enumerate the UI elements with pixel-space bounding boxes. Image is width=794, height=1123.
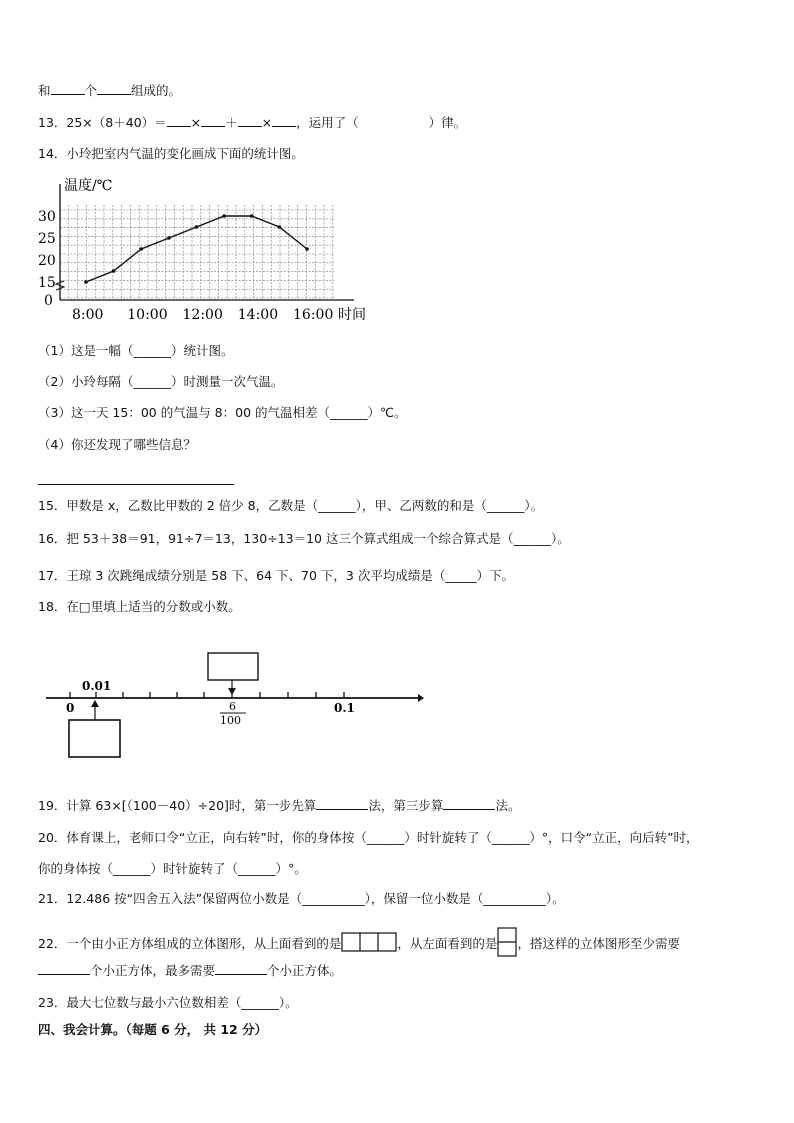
number-line-figure [40, 648, 430, 763]
temperature-point [167, 236, 171, 240]
q14-1: （1）这是一幅（______）统计图。 [38, 343, 234, 358]
temperature-point [305, 247, 309, 251]
q17: 17．王琼 3 次跳绳成绩分别是 58 下、64 下、70 下，3 次平均成绩是（_____）下。 [38, 568, 515, 583]
temperature-point [250, 214, 254, 218]
q16: 16．把 53＋38＝91，91÷7＝13，130÷13＝10 这三个算式组成一个综合算式是（______）。 [38, 531, 570, 546]
q14: 14．小玲把室内气温的变化画成下面的统计图。 [38, 146, 304, 161]
q22-line-1 [38, 927, 680, 962]
q19-suffix: 法。 [495, 798, 521, 813]
label-0: 0 [66, 701, 75, 715]
q19-blank-2[interactable] [443, 797, 495, 810]
q22-suffix: ，搭这样的立体图形至少需要 [517, 936, 680, 951]
label-0-01: 0.01 [82, 679, 112, 693]
q13-suffix: ）律。 [428, 115, 467, 130]
q22-mid: ，从左面看到的是 [397, 936, 498, 951]
q12-tail [38, 82, 181, 100]
q12-text-3: 组成的。 [131, 83, 182, 98]
q22-blank-2[interactable] [215, 962, 267, 975]
q13-mid: ，运用了（ [296, 115, 359, 130]
q13-blank-3[interactable] [238, 114, 262, 127]
q13-blank-4[interactable] [272, 114, 296, 127]
x-axis-label: 时间 [338, 307, 366, 323]
x-tick-label: 10:00 [127, 307, 168, 323]
q14-4-answer-line[interactable] [38, 484, 234, 485]
y-axis-label: 温度/℃ [64, 178, 113, 194]
q13-times-2: × [261, 115, 273, 130]
q13-blank-1[interactable] [167, 114, 191, 127]
y-tick-label: 15 [38, 275, 56, 291]
y-tick-label: 25 [38, 231, 56, 247]
q15: 15．甲数是 x，乙数比甲数的 2 倍少 8，乙数是（______），甲、乙两数的和是（______）。 [38, 498, 544, 513]
arrow-up-icon [91, 700, 99, 707]
q22-line-2 [38, 962, 342, 980]
q22-suffix-2: 个小正方体。 [267, 963, 343, 978]
q13-times-1: × [190, 115, 202, 130]
q23: 23．最大七位数与最小六位数相差（______）。 [38, 995, 298, 1010]
q19 [38, 797, 520, 815]
q18: 18．在□里填上适当的分数或小数。 [38, 599, 241, 614]
label-0-1: 0.1 [334, 701, 355, 715]
q13-plus: ＋ [225, 115, 238, 130]
q22-prefix: 22．一个由小正方体组成的立体图形，从上面看到的是 [38, 936, 342, 951]
q22-mid-2: 个小正方体，最多需要 [90, 963, 216, 978]
q13 [38, 114, 466, 132]
y-tick-label: 0 [44, 293, 53, 309]
temperature-point [222, 214, 226, 218]
q12-blank-1[interactable] [51, 82, 85, 95]
q19-mid: 法，第三步算 [368, 798, 444, 813]
q19-prefix: 19．计算 63×[（100－40）÷20]时，第一步先算 [38, 798, 317, 813]
label-frac-numerator: 6 [229, 700, 236, 713]
q20-line-1: 20．体育课上，老师口令“立正，向右转”时，你的身体按（______）时针旋转了（______）°，口令“立正，向后转”时， [38, 830, 699, 845]
x-tick-label: 8:00 [72, 307, 104, 323]
y-tick-label: 30 [38, 209, 56, 225]
q21: 21．12.486 按“四舍五入法”保留两位小数是（__________），保留一位小数是（__________）。 [38, 891, 565, 906]
x-tick-label: 14:00 [237, 307, 279, 323]
q13-blank-2[interactable] [201, 114, 225, 127]
x-tick-label: 16:00 [293, 307, 334, 323]
axis-break-icon [56, 281, 64, 290]
q14-2: （2）小玲每隔（______）时测量一次气温。 [38, 374, 284, 389]
label-frac-denominator: 100 [220, 714, 241, 727]
temperature-line-chart [38, 172, 378, 327]
q14-4: （4）你还发现了哪些信息？ [38, 437, 196, 452]
q19-blank-1[interactable] [316, 797, 368, 810]
top-view-squares-icon [341, 932, 397, 957]
axis-arrow-icon [418, 694, 424, 702]
answer-box-bottom[interactable] [69, 720, 120, 757]
temperature-point [84, 280, 88, 284]
q20-line-2: 你的身体按（______）时针旋转了（______）°。 [38, 861, 307, 876]
q13-prefix: 13．25×（8＋40）＝ [38, 115, 167, 130]
q22-blank-1[interactable] [38, 962, 90, 975]
x-tick-label: 12:00 [182, 307, 223, 323]
temperature-point [139, 247, 143, 251]
q12-text-1: 和 [38, 83, 51, 98]
left-view-squares-icon [497, 927, 517, 962]
q14-3: （3）这一天 15：00 的气温与 8：00 的气温相差（______）℃。 [38, 405, 407, 420]
temperature-point [195, 225, 199, 229]
answer-box-top[interactable] [208, 653, 258, 680]
section-4-heading: 四、我会计算。（每题 6 分， 共 12 分） [38, 1022, 268, 1037]
y-tick-label: 20 [38, 253, 56, 269]
q12-blank-2[interactable] [97, 82, 131, 95]
temperature-point [278, 225, 282, 229]
temperature-point [112, 269, 116, 273]
q12-text-2: 个 [84, 83, 98, 98]
